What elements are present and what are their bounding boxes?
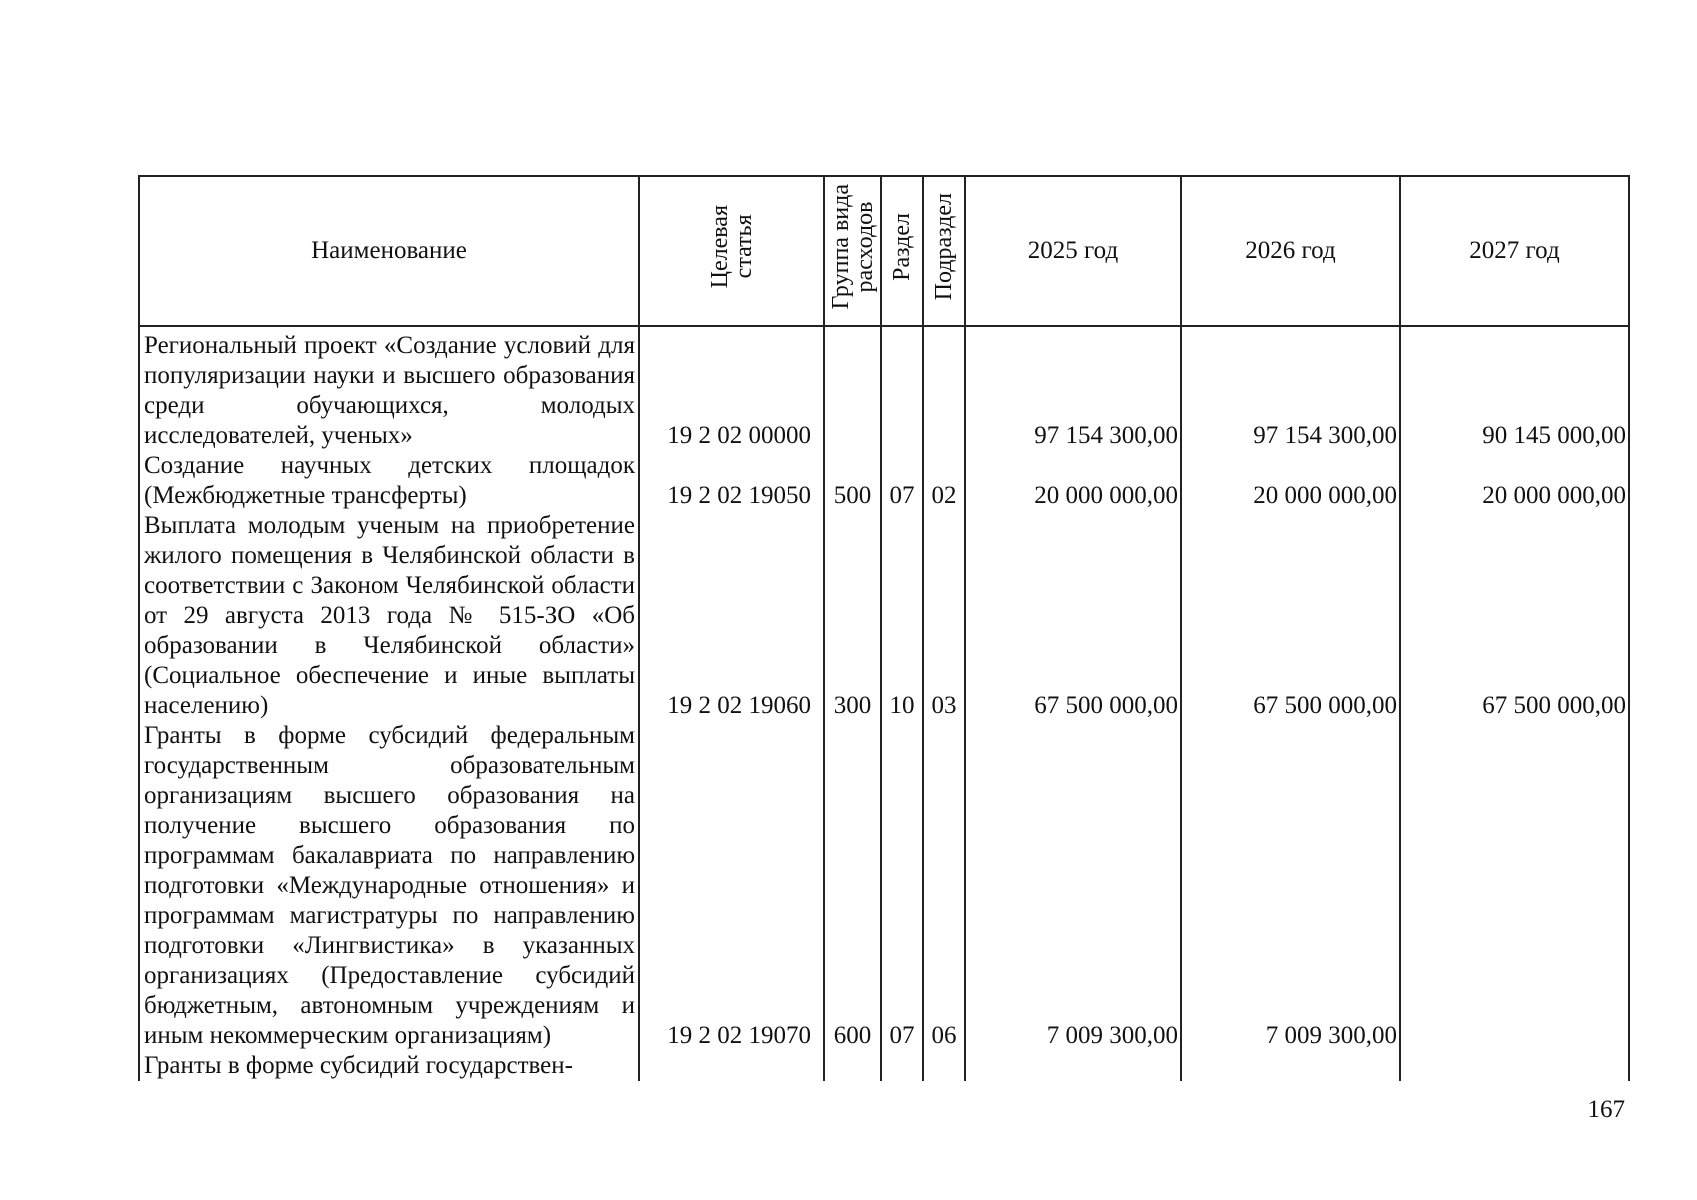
row-amount-2027: 90 145 000,00	[1400, 326, 1629, 451]
header-year-2025: 2025 год	[965, 176, 1181, 326]
table-row	[139, 326, 1629, 451]
header-target-article: Целевая статья	[639, 176, 824, 326]
row-amount-2025: 97 154 300,00	[965, 326, 1181, 451]
row-section: 10	[881, 511, 923, 721]
row-target-article: 19 2 02 19070	[639, 721, 824, 1051]
row-subsection: 06	[923, 721, 965, 1051]
row-amount-2025: 20 000 000,00	[965, 451, 1181, 511]
table-row	[139, 511, 1629, 721]
row-amount-2025	[965, 1051, 1181, 1081]
row-subsection: 03	[923, 511, 965, 721]
row-expense-group	[824, 1051, 881, 1081]
row-amount-2027	[1400, 721, 1629, 1051]
row-amount-2025: 7 009 300,00	[965, 721, 1181, 1051]
row-subsection: 02	[923, 451, 965, 511]
header-expense-group: Группа вида расходов	[824, 176, 881, 326]
header-year-2026: 2026 год	[1181, 176, 1400, 326]
row-amount-2026: 97 154 300,00	[1181, 326, 1400, 451]
header-year-2027: 2027 год	[1400, 176, 1629, 326]
row-name: Региональный проект «Создание условий для популяризации науки и высшего образования среди обучающихся, молодых исследователей, ученых»	[139, 326, 639, 451]
budget-table	[138, 175, 1630, 1081]
row-expense-group: 300	[824, 511, 881, 721]
row-target-article: 19 2 02 19060	[639, 511, 824, 721]
row-expense-group: 600	[824, 721, 881, 1051]
row-expense-group: 500	[824, 451, 881, 511]
row-section: 07	[881, 451, 923, 511]
row-expense-group	[824, 326, 881, 451]
table-row	[139, 1051, 1629, 1081]
row-target-article	[639, 1051, 824, 1081]
row-name: Гранты в форме субсидий государствен-	[139, 1051, 639, 1081]
header-row	[139, 176, 1629, 326]
row-amount-2027: 20 000 000,00	[1400, 451, 1629, 511]
table-row	[139, 721, 1629, 1051]
row-amount-2027: 67 500 000,00	[1400, 511, 1629, 721]
row-subsection	[923, 1051, 965, 1081]
row-name: Создание научных детских площадок (Межбюджетные трансферты)	[139, 451, 639, 511]
header-name: Наименование	[139, 176, 639, 326]
row-section	[881, 326, 923, 451]
row-amount-2026: 7 009 300,00	[1181, 721, 1400, 1051]
row-amount-2025: 67 500 000,00	[965, 511, 1181, 721]
page-number: 167	[1587, 1096, 1625, 1123]
row-amount-2026: 20 000 000,00	[1181, 451, 1400, 511]
header-section: Раздел	[881, 176, 923, 326]
row-target-article: 19 2 02 00000	[639, 326, 824, 451]
row-section: 07	[881, 721, 923, 1051]
row-amount-2027	[1400, 1051, 1629, 1081]
row-subsection	[923, 326, 965, 451]
row-target-article: 19 2 02 19050	[639, 451, 824, 511]
table-row	[139, 451, 1629, 511]
row-amount-2026: 67 500 000,00	[1181, 511, 1400, 721]
row-name: Гранты в форме субсидий федеральным государственным образовательным организациям высшего образования на получение высшего образования по программам бакалавриата по направлению подготовки «Международные отношения» и программам магистратуры по направлению подготовки «Лингвистика» в указанных организациях (Предоставление субсидий бюджетным, автономным учреждениям и иным некоммерческим организациям)	[139, 721, 639, 1051]
row-section	[881, 1051, 923, 1081]
header-subsection: Подраздел	[923, 176, 965, 326]
row-name: Выплата молодым ученым на приобретение жилого помещения в Челябинской области в соответствии с Законом Челябинской области от 29 августа 2013 года № 515-ЗО «Об образовании в Челябинской области» (Социальное обеспечение и иные выплаты населению)	[139, 511, 639, 721]
row-amount-2026	[1181, 1051, 1400, 1081]
